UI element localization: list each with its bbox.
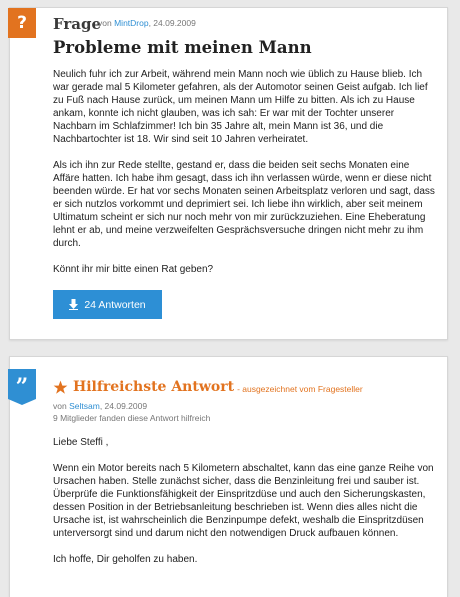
by-prefix: von	[98, 18, 112, 28]
answer-paragraph: Ich hoffe, Dir geholfen zu haben.	[53, 554, 198, 565]
question-paragraph: Neulich fuhr ich zur Arbeit, während mein Mann noch wie üblich zu Hause blieb. Ich war gerade mal 5 Kilometer gefahren, als der Automotor seinen Geist aufgab. Ich lief zu Fuß nach Hause zurück, um meinen Mann um Hilfe zu bitten. Als ich zu Hause ankam, konnte ich nicht glauben, was ich sah: Er war mit der Tochter unserer Nachbarn im Schlafzimmer! Ich bin 35 Jahre alt, mein Mann ist 36, und die Nachbartochter ist 18. Wir sind seit 10 Jahren verheiratet.	[53, 69, 428, 145]
answers-button-label: 24 Antworten	[84, 298, 146, 311]
answers-button[interactable]	[53, 290, 162, 319]
helpful-count: 9 Mitglieder fanden diese Antwort hilfreich	[53, 413, 211, 423]
answer-card	[9, 356, 448, 597]
question-title: Probleme mit meinen Mann	[53, 38, 312, 57]
answer-header	[53, 379, 363, 395]
answer-subtitle: - ausgezeichnet vom Fragesteller	[237, 383, 363, 394]
answer-title: Hilfreichste Antwort	[73, 379, 235, 395]
question-date: , 24.09.2009	[148, 18, 196, 28]
arrow-down-icon	[69, 299, 78, 310]
question-label: Frage	[53, 15, 102, 33]
question-paragraph: Könnt ihr mir bitte einen Rat geben?	[53, 264, 214, 275]
answer-meta	[53, 401, 147, 411]
answer-date: , 24.09.2009	[99, 401, 148, 411]
star-icon	[53, 380, 68, 395]
question-card	[9, 7, 448, 340]
question-body	[53, 68, 435, 289]
by-prefix: von	[53, 401, 67, 411]
question-author-link[interactable]: MintDrop	[114, 18, 149, 28]
answer-body	[53, 436, 435, 579]
question-meta	[98, 18, 196, 28]
question-mark-icon: ?	[8, 8, 36, 38]
question-paragraph: Als ich ihn zur Rede stellte, gestand er, dass die beiden seit sechs Monaten eine Affäre hatten. Ich habe ihm gesagt, dass ich ihn verlassen würde, wenn er diese nicht beenden würde. Er hat vor sechs Monaten seinen Arbeitsplatz verloren und sagt, dass er sich nutzlos vorkommt und deprimiert sei. Ich liebe ihn wirklich, aber seit meinem Ultimatum scheint er sich nur noch mehr von mir zurückzuziehen. Eine Eheberatung lehnt er ab, und meine verzweifelten Gesprächsversuche dringen nicht mehr zu ihm durch.	[53, 160, 435, 249]
answer-paragraph: Liebe Steffi ,	[53, 437, 109, 448]
answer-paragraph: Wenn ein Motor bereits nach 5 Kilometern abschaltet, kann das eine ganze Reihe von Ursachen haben. Stelle zunächst sicher, dass die Benzinleitung frei und sauber ist. Überprüfe die Funktionsfähigkeit der Einspritzdüse und auch den Sicherungskasten, dessen Position in der Betriebsanleitung beschrieben ist. Wenn dies alles nicht die Ursache ist, ist wahrscheinlich die Benzinpumpe defekt, weshalb die Einspritzdüsen unterversorgt sind und darum nicht den notwendigen Druck aufbauen können.	[53, 463, 434, 539]
answer-author-link[interactable]: Seltsam	[69, 401, 100, 411]
quote-icon: ”	[8, 369, 36, 399]
